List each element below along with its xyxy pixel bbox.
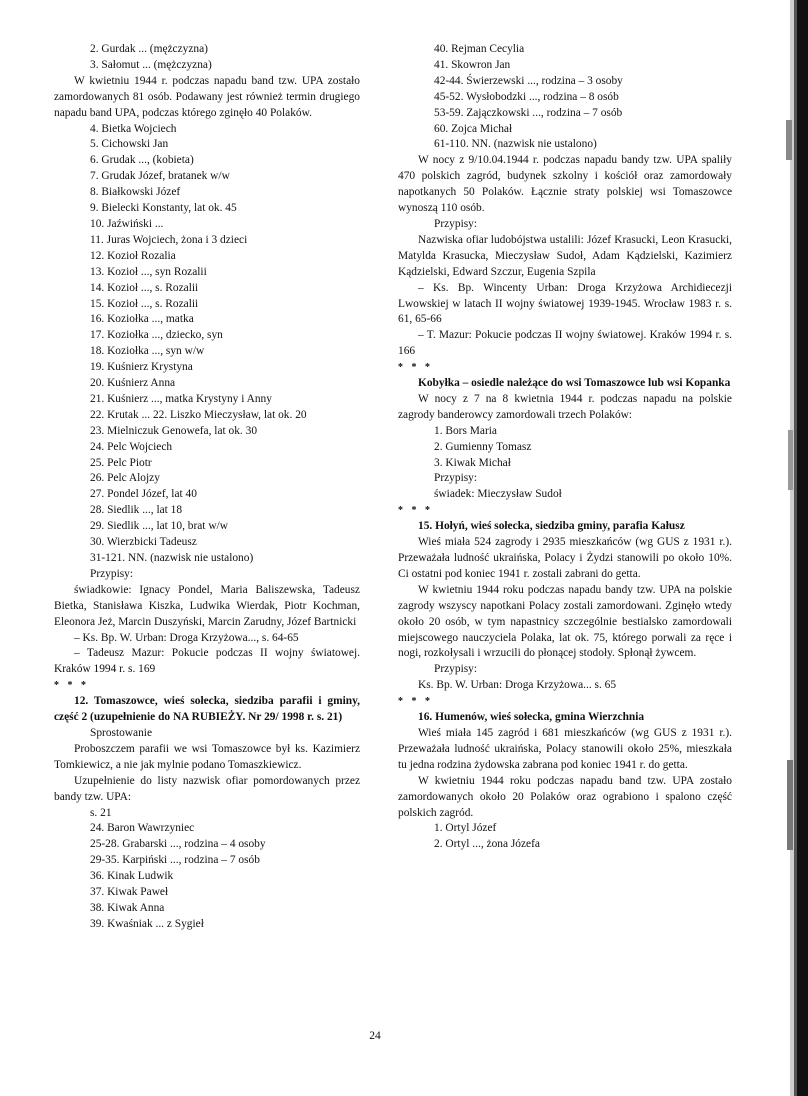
text-line: 26. Pelc Alojzy bbox=[90, 472, 160, 485]
text-line: Proboszczem parafii we wsi Tomaszowce był ks. Kazimierz Tomkiewicz, a nie jak mylnie podano Tomaszkiewicz. bbox=[54, 742, 360, 771]
text-line: 25-28. Grabarski ..., rodzina – 4 osoby bbox=[90, 838, 266, 851]
text-line: 20. Kuśnierz Anna bbox=[90, 377, 176, 390]
text-line: 1. Bors Maria bbox=[434, 424, 497, 437]
text-line: 11. Juras Wojciech, żona i 3 dzieci bbox=[90, 233, 248, 246]
text-line: 12. Kozioł Rozalia bbox=[90, 249, 176, 262]
scan-edge-shadow bbox=[732, 0, 808, 1096]
section-separator: * * * bbox=[398, 696, 433, 708]
section-separator: * * * bbox=[54, 680, 89, 692]
text-line: 22. Krutak ... 22. Liszko Mieczysław, lat ok. 20 bbox=[90, 408, 307, 421]
section-heading: 15. Hołyń, wieś sołecka, siedziba gminy, parafia Kałusz bbox=[418, 520, 685, 533]
text-line: 31-121. NN. (nazwisk nie ustalono) bbox=[90, 552, 254, 564]
section-separator: * * * bbox=[398, 362, 433, 374]
section-separator: * * * bbox=[398, 505, 433, 517]
text-line: 21. Kuśnierz ..., matka Krystyny i Anny bbox=[90, 392, 272, 405]
text-line: W nocy z 9/10.04.1944 r. podczas napadu bandy tzw. UPA spaliły 470 polskich zagród, budynek szkolny i kościół oraz zamordowały napotkanych 50 Polaków. Łącznie straty polskiej wsi Tomaszowce wynoszą 110 osób. bbox=[398, 154, 732, 215]
text-line: 53-59. Zajączkowski ..., rodzina – 7 osób bbox=[434, 106, 623, 119]
text-line: – T. Mazur: Pokucie podczas II wojny światowej. Kraków 1994 r. s. 166 bbox=[398, 329, 732, 358]
text-line: 60. Zojca Michał bbox=[434, 122, 513, 135]
text-line: 17. Koziołka ..., dziecko, syn bbox=[90, 329, 223, 342]
text-line: 23. Mielniczuk Genowefa, lat ok. 30 bbox=[90, 424, 258, 437]
text-line: 4. Bietka Wojciech bbox=[90, 122, 177, 135]
text-line: Wieś miała 145 zagród i 681 mieszkańców (wg GUS z 1931 r.). Przeważała ludność ukraińska, Polacy stanowili około 25%, mieszkała tu jedna rodzina żydowska zabrana pod koniec 1941 r. do getta. bbox=[398, 726, 732, 771]
section-heading: 16. Humenów, wieś sołecka, gmina Wierzchnia bbox=[418, 711, 645, 724]
text-line: świadek: Mieczysław Sudoł bbox=[434, 488, 562, 501]
page-number: 24 bbox=[369, 1030, 381, 1042]
text-line: 2. Ortyl ..., żona Józefa bbox=[434, 838, 540, 851]
text-line: 9. Bielecki Konstanty, lat ok. 45 bbox=[90, 202, 237, 215]
text-line: W kwietniu 1944 roku podczas napadu bandy tzw. UPA na polskie zagrody wszyscy napotkani Polacy zostali zamordowani. Zginęło wtedy około 20 osób, w tym napastnicy szczególnie bestialsko zamordowali miejscowego nauczyciela Polaka, lat ok. 75, którego porwali za ręce i nogi, rozkołysali i wrzucili do płonącej stodoły. Spłonął żywcem. bbox=[398, 583, 732, 660]
text-line: W nocy z 7 na 8 kwietnia 1944 r. podczas napadu na polskie zagrody banderowcy zamordowali trzech Polaków: bbox=[398, 392, 732, 421]
text-line: 30. Wierzbicki Tadeusz bbox=[90, 536, 197, 549]
text-line: 15. Kozioł ..., s. Rozalii bbox=[90, 297, 199, 310]
text-line: Ks. Bp. W. Urban: Droga Krzyżowa... s. 65 bbox=[418, 679, 617, 692]
left-column bbox=[54, 42, 360, 933]
right-column bbox=[398, 42, 732, 853]
text-line: 7. Grudak Józef, bratanek w/w bbox=[90, 170, 230, 183]
text-line: świadkowie: Ignacy Pondel, Maria Baliszewska, Tadeusz Bietka, Stanisława Kiszka, Ludwika Wierdak, Piotr Kochman, Eleonora Jeż, Marcin Duszyński, Marcin Zarudny, Józef Bartnicki bbox=[54, 583, 360, 628]
text-line: 16. Koziołka ..., matka bbox=[90, 313, 194, 326]
text-line: 5. Cichowski Jan bbox=[90, 138, 169, 151]
text-line: 28. Siedlik ..., lat 18 bbox=[90, 504, 183, 517]
text-line: – Tadeusz Mazur: Pokucie podczas II wojny światowej. Kraków 1994 r. s. 169 bbox=[54, 647, 360, 676]
text-line: W kwietniu 1944 roku podczas napadu band tzw. UPA zostało zamordowanych około 20 Polaków oraz ograbiono i spalono część polskich zagród. bbox=[398, 774, 732, 819]
text-line: 18. Koziołka ..., syn w/w bbox=[90, 345, 205, 358]
text-line: Nazwiska ofiar ludobójstwa ustalili: Józef Krasucki, Leon Krasucki, Matylda Krasucka, Mieczysław Sudoł, Adam Kądzielski, Kazimierz Kądzielski, Edward Szczur, Eugenia Szpila bbox=[398, 233, 732, 278]
text-line: Przypisy: bbox=[434, 217, 478, 230]
text-line: 14. Kozioł ..., s. Rozalii bbox=[90, 281, 199, 294]
text-line: 41. Skowron Jan bbox=[434, 58, 511, 71]
text-line: Przypisy: bbox=[434, 663, 478, 676]
text-line: – Ks. Bp. Wincenty Urban: Droga Krzyżowa Archidiecezji Lwowskiej w latach II wojny światowej 1939-1945. Wrocław 1983 r. s. 61, 65-66 bbox=[398, 281, 732, 326]
text-line: – Ks. Bp. W. Urban: Droga Krzyżowa..., s. 64-65 bbox=[74, 631, 299, 644]
text-line: 24. Pelc Wojciech bbox=[90, 440, 173, 453]
text-line: 2. Gurdak ... (mężczyzna) bbox=[90, 43, 208, 55]
text-line: 61-110. NN. (nazwisk nie ustalono) bbox=[434, 138, 597, 151]
text-line: 45-52. Wysłobodzki ..., rodzina – 8 osób bbox=[434, 90, 619, 103]
text-line: 42-44. Świerzewski ..., rodzina – 3 osoby bbox=[434, 74, 623, 87]
text-line: Przypisy: bbox=[90, 567, 134, 580]
text-line: 8. Białkowski Józef bbox=[90, 186, 181, 199]
text-line: 6. Grudak ..., (kobieta) bbox=[90, 154, 194, 167]
text-line: 10. Jaźwiński ... bbox=[90, 217, 164, 230]
text-line: 19. Kuśnierz Krystyna bbox=[90, 361, 193, 374]
text-line: 39. Kwaśniak ... z Sygieł bbox=[90, 917, 204, 930]
text-line: 40. Rejman Cecylia bbox=[434, 43, 525, 55]
text-line: Uzupełnienie do listy nazwisk ofiar pomordowanych przez bandy tzw. UPA: bbox=[54, 774, 360, 803]
text-line: 27. Pondel Józef, lat 40 bbox=[90, 488, 197, 501]
text-line: 25. Pelc Piotr bbox=[90, 456, 152, 469]
text-line: 2. Gumienny Tomasz bbox=[434, 440, 532, 453]
text-line: 38. Kiwak Anna bbox=[90, 901, 165, 914]
text-line: Przypisy: bbox=[434, 472, 478, 485]
text-line: 1. Ortyl Józef bbox=[434, 822, 497, 835]
text-line: 13. Kozioł ..., syn Rozalii bbox=[90, 265, 207, 278]
text-line: Sprostowanie bbox=[90, 726, 153, 739]
text-line: 3. Sałomut ... (mężczyzna) bbox=[90, 58, 212, 71]
text-line: 37. Kiwak Paweł bbox=[90, 886, 169, 899]
text-line: 36. Kinak Ludwik bbox=[90, 870, 174, 883]
text-line: 29-35. Karpiński ..., rodzina – 7 osób bbox=[90, 854, 260, 867]
text-line: 29. Siedlik ..., lat 10, brat w/w bbox=[90, 520, 228, 533]
text-line: W kwietniu 1944 r. podczas napadu band tzw. UPA zostało zamordowanych 81 osób. Podawany jest również termin drugiego napadu band UPA, podczas którego zginęło 40 Polaków. bbox=[54, 74, 360, 119]
text-line: 24. Baron Wawrzyniec bbox=[90, 822, 195, 835]
text-line: 3. Kiwak Michał bbox=[434, 456, 511, 469]
text-line: s. 21 bbox=[90, 806, 112, 819]
section-heading: 12. Tomaszowce, wieś sołecka, siedziba parafii i gminy, część 2 (uzupełnienie do NA RUBIEŻY. Nr 29/ 1998 r. s. 21) bbox=[54, 695, 360, 724]
section-heading: Kobyłka – osiedle należące do wsi Tomaszowce lub wsi Kopanka bbox=[418, 377, 731, 390]
text-line: Wieś miała 524 zagrody i 2935 mieszkańców (wg GUS z 1931 r.). Przeważała ludność ukraińska, Polacy i Żydzi stanowili po około 10%. Ci ostatni pod koniec 1941 r. zostali zabrani do getta. bbox=[398, 536, 732, 580]
